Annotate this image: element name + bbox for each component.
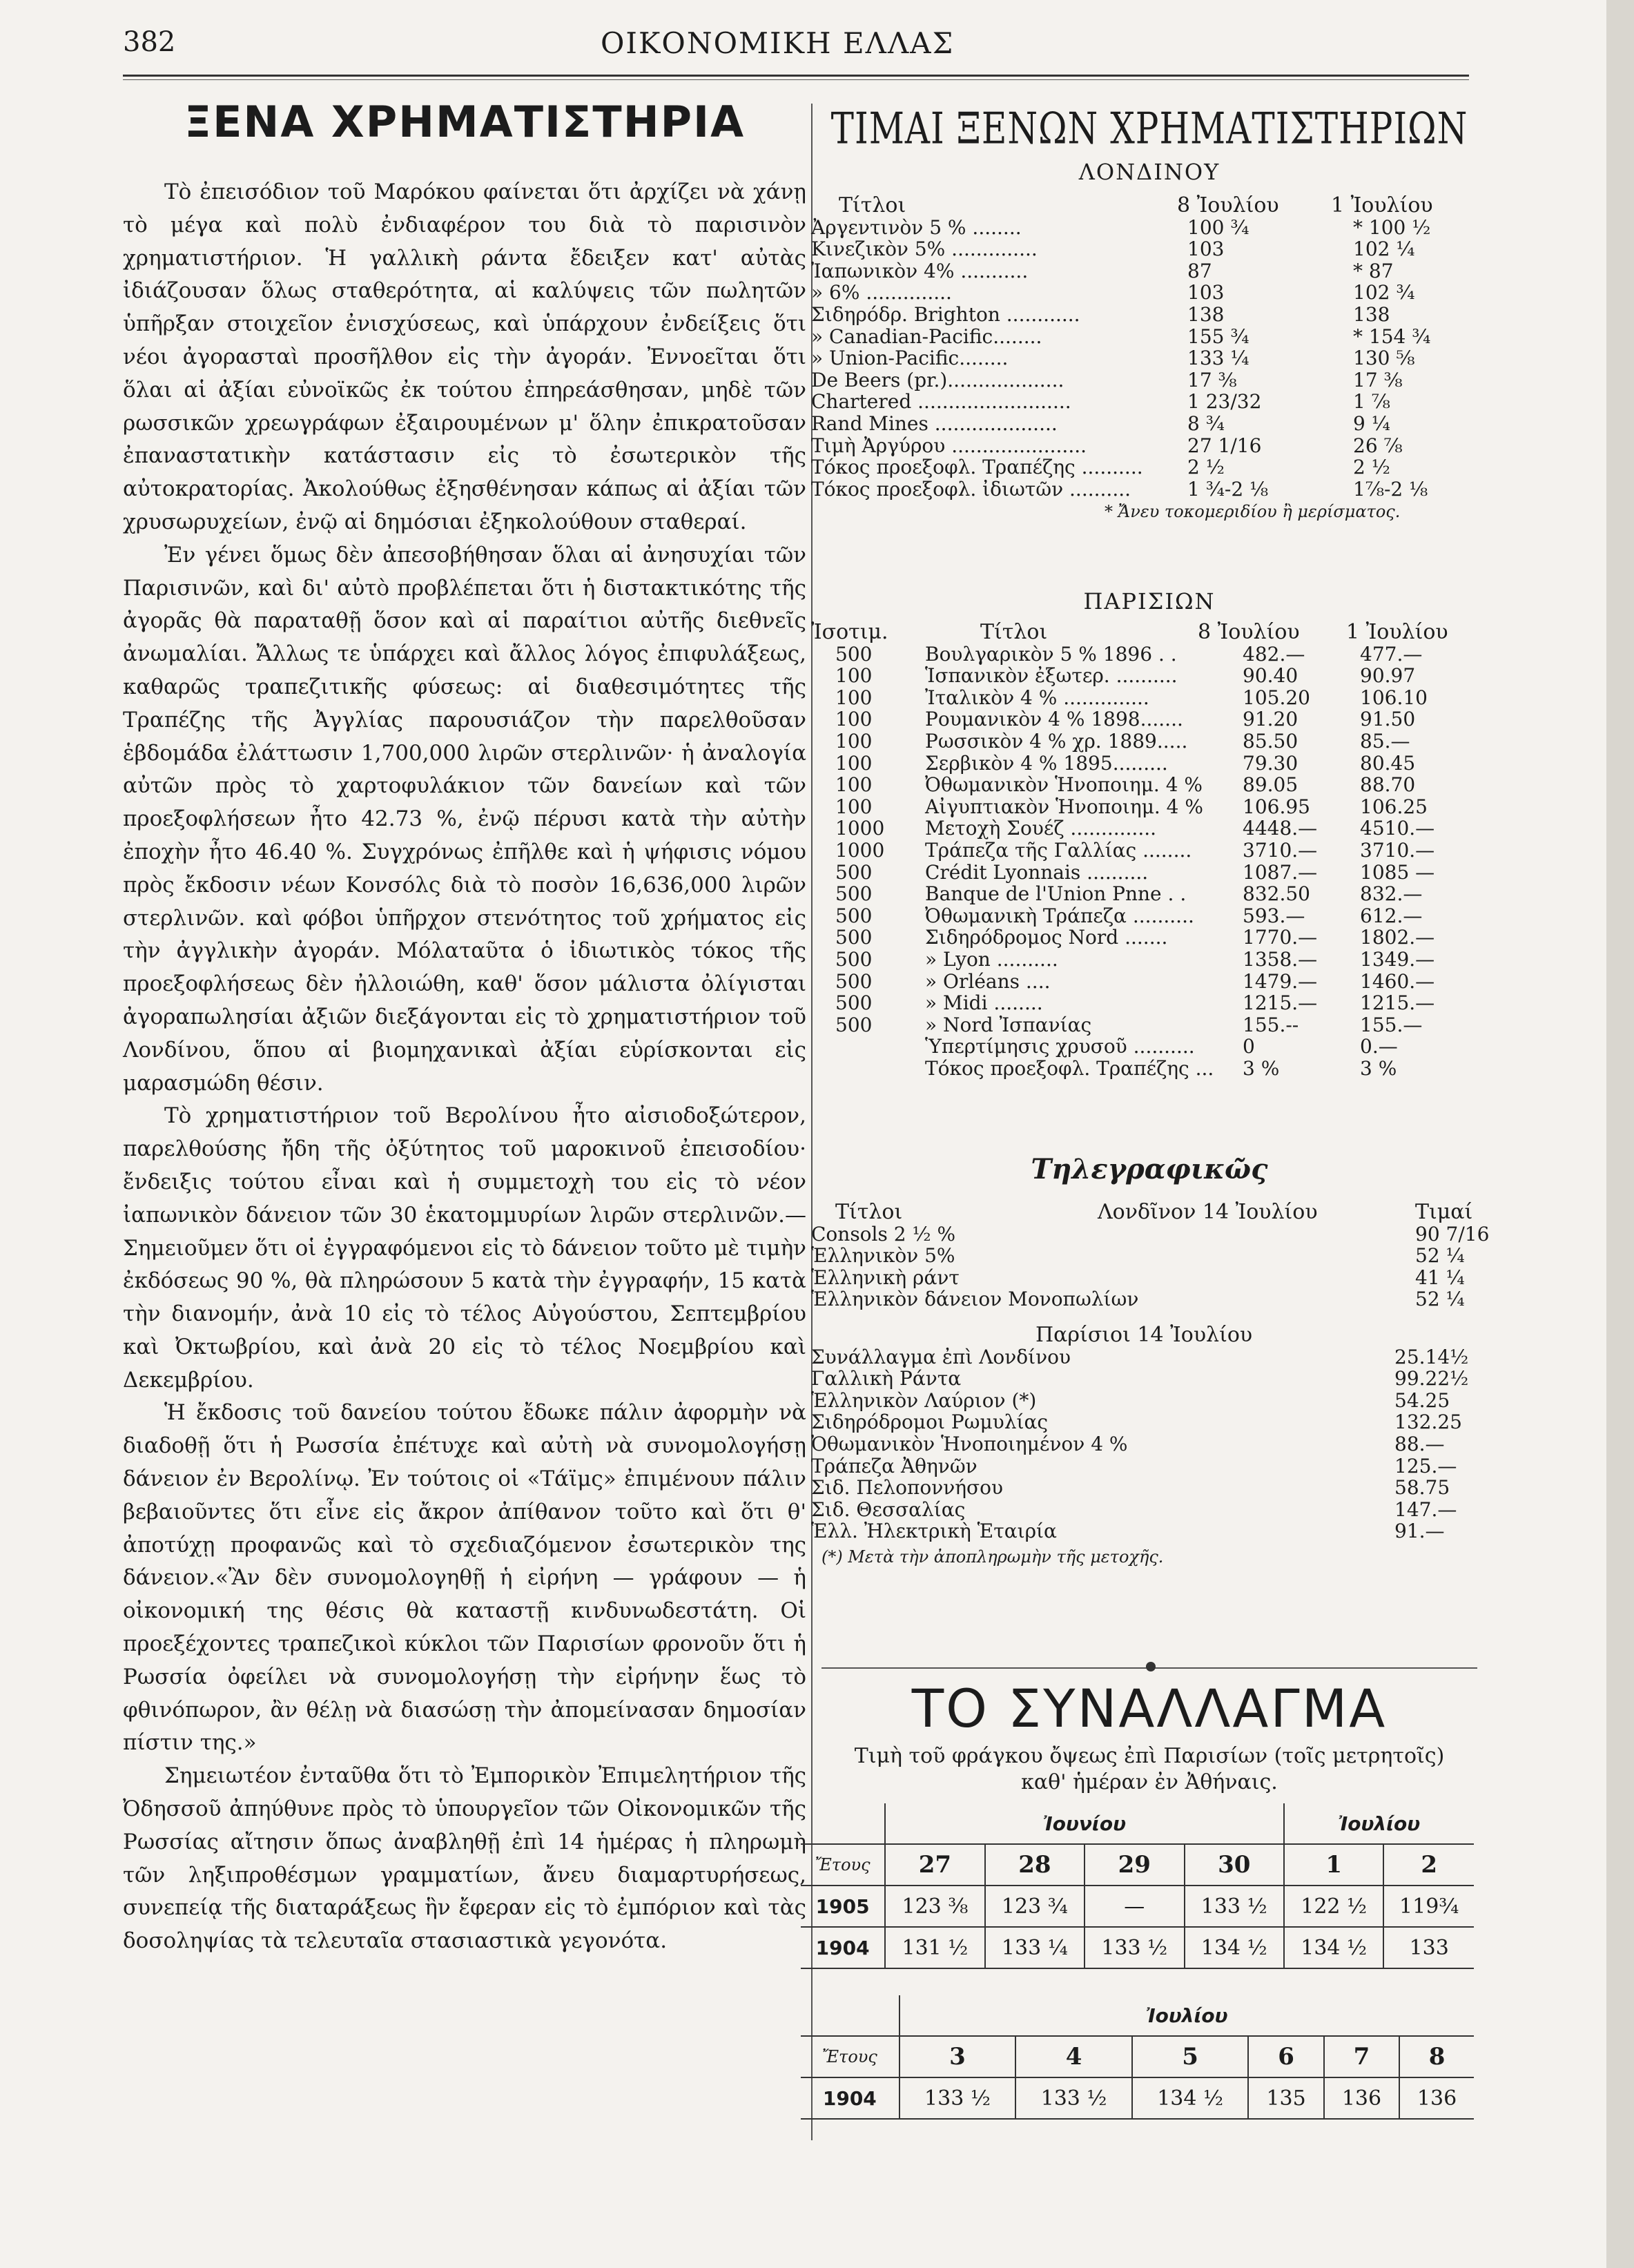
paris-row — [801, 796, 1484, 818]
security-name: Αἰγυπτιακὸν Ἡνοποιημ. 4 % — [925, 795, 1204, 818]
exchange-table-june-july — [801, 1803, 1474, 1969]
price-jul-1: 26 ⅞ — [1353, 434, 1403, 457]
day-header: 2 — [1383, 1844, 1474, 1886]
exchange-subtitle-line: καθ' ἡμέραν ἐν Ἀθήναις. — [1021, 1770, 1278, 1794]
security-name: Γαλλικὴ Ράντα — [811, 1367, 962, 1390]
price-jul-8: 155.-- — [1243, 1013, 1299, 1036]
price-jul-1: 3 % — [1360, 1056, 1397, 1080]
price-jul-1: 102 ¼ — [1353, 238, 1415, 261]
price: 125.— — [1394, 1454, 1457, 1477]
rate-cell: 123 ⅜ — [885, 1886, 984, 1927]
telegraphic-london-row — [801, 1267, 1484, 1289]
price-jul-8: 79.30 — [1243, 751, 1299, 775]
price: 54.25 — [1394, 1388, 1450, 1412]
london-row — [801, 260, 1484, 282]
price-jul-1: 9 ¼ — [1353, 411, 1390, 435]
par-value: 100 — [835, 686, 873, 709]
london-header-row — [801, 195, 1484, 217]
prices-title: ΤΙΜΑΙ ΞΕΝΩΝ ΧΡΗΜΑΤΙΣΤΗΡΙΩΝ — [830, 104, 1468, 154]
security-name: » Orléans .... — [925, 969, 1051, 993]
price-jul-1: 1⅞-2 ⅛ — [1353, 477, 1428, 501]
security-name: Chartered ......................... — [811, 390, 1071, 414]
price-jul-1: 88.70 — [1360, 773, 1416, 797]
security-name: De Beers (pr.)................... — [811, 368, 1064, 391]
paris-row — [801, 905, 1484, 927]
price: 88.— — [1394, 1432, 1445, 1455]
london-heading: ΛΟΝΔΙΝΟΥ — [1078, 159, 1220, 185]
price-jul-1: 612.— — [1360, 904, 1423, 927]
rate-cell: — — [1085, 1886, 1184, 1927]
par-value: 500 — [835, 860, 873, 884]
price-jul-1: 1802.— — [1360, 926, 1435, 949]
price-jul-8: 1 ¾-2 ⅛ — [1187, 477, 1269, 501]
par-value: 500 — [835, 947, 873, 971]
security-name: » 6% .............. — [811, 281, 952, 304]
paris-row — [801, 753, 1484, 775]
price-jul-1: 130 ⅝ — [1353, 347, 1415, 370]
par-value: 500 — [835, 642, 873, 666]
month-label-june: Ἰουνίου — [885, 1803, 1284, 1844]
london-row — [801, 413, 1484, 435]
security-name: Τράπεζα Ἀθηνῶν — [811, 1454, 978, 1477]
telegraphic-footnote: (*) Μετὰ τὴν ἀποπληρωμὴν τῆς μετοχῆς. — [821, 1547, 1164, 1567]
security-name: Τόκος προεξοφλ. Τραπέζης ... — [925, 1056, 1214, 1080]
price-jul-8: 1770.— — [1243, 926, 1318, 949]
price-jul-8: 3710.— — [1243, 838, 1318, 862]
price-jul-1: 102 ¾ — [1353, 281, 1415, 304]
telegraphic-london-row — [801, 1222, 1490, 1246]
london-footnote-row — [801, 501, 1484, 523]
rate-cell: 119¾ — [1383, 1886, 1474, 1927]
price: 90 7/16 — [1415, 1222, 1490, 1246]
par-value: 500 — [835, 991, 873, 1015]
security-name: Σιδ. Πελοποννήσου — [811, 1476, 1004, 1500]
rate-cell: 133 — [1383, 1927, 1474, 1968]
column-header: Τιμαί — [1415, 1200, 1473, 1224]
telegraphic-heading: Τηλεγραφικῶς — [1031, 1153, 1268, 1185]
price-jul-1: 0.— — [1360, 1035, 1398, 1058]
price-jul-8: 1087.— — [1243, 860, 1318, 884]
paris-row — [801, 1058, 1484, 1080]
year-cell: 1904 — [801, 2077, 899, 2119]
security-name: Ὀθωμανικὸν Ἡνοποιημ. 4 % — [925, 773, 1203, 797]
security-name: » Midi ........ — [925, 991, 1043, 1015]
price-jul-8: 103 — [1187, 281, 1225, 304]
security-name: » Nord Ἰσπανίας — [925, 1013, 1092, 1036]
paris-heading: ΠΑΡΙΣΙΩΝ — [1083, 588, 1216, 614]
security-name: » Union-Pacific........ — [811, 347, 1009, 370]
price-jul-1: 90.97 — [1360, 664, 1416, 688]
year-label: Ἔτους — [801, 1844, 885, 1886]
security-name: Banque de l'Union Pnne . . — [925, 882, 1187, 906]
rate-cell: 133 ¼ — [985, 1927, 1085, 1968]
security-name: Σιδ. Θεσσαλίας — [811, 1498, 966, 1521]
telegraphic-paris-row — [801, 1520, 1484, 1542]
price-jul-1: * 87 — [1353, 259, 1394, 282]
day-header: 1 — [1284, 1844, 1383, 1886]
telegraphic-london-row — [801, 1288, 1484, 1310]
security-name: Ἱσπανικὸν ἐξωτερ. .......... — [925, 664, 1178, 688]
price-jul-8: 17 ⅜ — [1187, 368, 1237, 391]
security-name: Σιδηρόδρομος Nord ....... — [925, 926, 1168, 949]
year-cell: 1904 — [801, 1927, 885, 1968]
london-row — [801, 456, 1484, 478]
price: 25.14½ — [1394, 1345, 1469, 1368]
telegraphic-paris-header-row — [801, 1324, 1484, 1346]
london-row — [801, 347, 1484, 369]
security-name: Σιδηρόδρ. Brighton ............ — [811, 302, 1080, 326]
price: 147.— — [1394, 1498, 1457, 1521]
column-header: 1 Ἰουλίου — [1331, 193, 1433, 217]
paris-row — [801, 774, 1484, 796]
security-name: Κινεζικὸν 5% .............. — [811, 238, 1038, 261]
price-jul-8: 0 — [1243, 1035, 1255, 1058]
price-jul-8: 106.95 — [1243, 795, 1310, 818]
security-name: Ἑλλ. Ἠλεκτρικὴ Ἑταιρία — [811, 1520, 1057, 1543]
security-name: Ἑλληνικὴ ράντ — [811, 1266, 960, 1289]
price-jul-1: 832.— — [1360, 882, 1423, 906]
price-jul-8: 27 1/16 — [1187, 434, 1262, 457]
telegraphic-paris-row — [801, 1477, 1484, 1499]
exchange-subtitle-line: Τιμὴ τοῦ φράγκου ὄψεως ἐπὶ Παρισίων (τοῖς μετρητοῖς) — [854, 1744, 1445, 1768]
london-row — [801, 304, 1484, 326]
day-header: 5 — [1132, 2036, 1249, 2077]
security-name: Ὀθωμανικὸν Ἡνοποιημένον 4 % — [811, 1432, 1128, 1455]
par-value: 500 — [835, 969, 873, 993]
london-footnote: * Ἄνευ τοκομεριδίου ἢ μερίσματος. — [1105, 502, 1401, 522]
par-value: 100 — [835, 795, 873, 818]
header-rule — [123, 75, 1469, 77]
par-value: 1000 — [835, 817, 885, 840]
rate-cell: 136 — [1324, 2077, 1399, 2119]
day-header: 28 — [985, 1844, 1085, 1886]
security-name: Consols 2 ½ % — [811, 1222, 956, 1246]
price-jul-1: 4510.— — [1360, 817, 1435, 840]
paris-row — [801, 1014, 1484, 1036]
paris-row — [801, 840, 1484, 862]
price-jul-8: 3 % — [1243, 1056, 1280, 1080]
price-jul-8: 91.20 — [1243, 708, 1299, 731]
day-header: 29 — [1085, 1844, 1184, 1886]
price-jul-1: 80.45 — [1360, 751, 1416, 775]
paris-row — [801, 643, 1484, 666]
security-name: Μετοχὴ Σουέζ .............. — [925, 817, 1157, 840]
london-row — [801, 435, 1484, 457]
year-label: Ἔτους — [801, 2036, 899, 2077]
security-name: Τράπεζα τῆς Γαλλίας ........ — [925, 838, 1192, 862]
price-jul-1: 106.25 — [1360, 795, 1428, 818]
par-value: 100 — [835, 729, 873, 753]
price-jul-8: 89.05 — [1243, 773, 1299, 797]
day-header: 27 — [885, 1844, 984, 1886]
telegraphic-paris-row — [801, 1499, 1484, 1521]
article-paragraph: Σημειωτέον ἐνταῦθα ὅτι τὸ Ἐμπορικὸν Ἐπιμελητήριον τῆς Ὀδησσοῦ ἀπηύθυνε πρὸς τὸ ὑπουργεῖον τῶν Οἰκονομικῶν τῆς Ρωσσίας αἴτησιν ὅπως ἀναβληθῇ ἐπὶ 14 ἡμέρας ἡ πληρωμὴ τῶν ληξιπροθέσμων γραμματίων, ἄνευ διαμαρτυρήσεως, συνεπείᾳ τῆς διαταράξεως ἣν ἔφεραν εἰς τὸ ἐμπόριον καὶ τὰς δοσοληψίας τὰ τελευταῖα στασιαστικὰ γεγονότα. — [123, 1763, 806, 1954]
telegraphic-paris-row — [801, 1368, 1484, 1390]
rate-cell: 133 ½ — [1015, 2077, 1132, 2119]
price-jul-1: 17 ⅜ — [1353, 368, 1403, 391]
column-header: Τίτλοι — [839, 193, 906, 217]
price-jul-1: 2 ½ — [1353, 456, 1390, 479]
price-jul-8: 832.50 — [1243, 882, 1310, 906]
london-row — [801, 282, 1484, 304]
telegraphic-london-rows — [801, 1222, 1490, 1311]
column-header: Λονδῖνον 14 Ἰουλίου — [1098, 1200, 1318, 1224]
paris-row — [801, 817, 1484, 840]
price-jul-1: 1085 — — [1360, 860, 1435, 884]
security-name: Τιμὴ Ἀργύρου ...................... — [811, 434, 1087, 457]
table-corner — [801, 1803, 885, 1844]
price-jul-8: 1358.— — [1243, 947, 1318, 971]
rate-cell: 133 ½ — [899, 2077, 1016, 2119]
price-jul-1: 1460.— — [1360, 969, 1435, 993]
paris-row — [801, 949, 1484, 971]
column-header: Ἰσοτιμ. — [811, 620, 888, 644]
price-jul-1: 1215.— — [1360, 991, 1435, 1015]
security-name: Ἑλληνικὸν Λαύριον (*) — [811, 1388, 1037, 1412]
day-header: 30 — [1185, 1844, 1284, 1886]
security-name: Τόκος προεξοφλ. ἰδιωτῶν .......... — [811, 477, 1131, 501]
day-header: 8 — [1399, 2036, 1474, 2077]
running-title: ΟΙΚΟΝΟΜΙΚΗ ΕΛΛΑΣ — [601, 26, 955, 60]
par-value: 500 — [835, 926, 873, 949]
page-number: 382 — [123, 26, 176, 58]
security-name: Βουλγαρικὸν 5 % 1896 . . — [925, 642, 1177, 666]
day-header: 7 — [1324, 2036, 1399, 2077]
column-header: 1 Ἰουλίου — [1346, 620, 1448, 644]
security-name: Ἰαπωνικὸν 4% ........... — [811, 259, 1029, 282]
price: 41 ¼ — [1415, 1266, 1465, 1289]
price-jul-1: 85.— — [1360, 729, 1410, 753]
rate-cell: 123 ¾ — [985, 1886, 1085, 1927]
separator-ornament — [1146, 1662, 1156, 1671]
price-jul-8: 4448.— — [1243, 817, 1318, 840]
exchange-subtitle — [821, 1743, 1477, 1796]
column-header: Τίτλοι — [835, 1200, 903, 1224]
price: 91.— — [1394, 1520, 1445, 1543]
rate-cell: 134 ½ — [1185, 1927, 1284, 1968]
security-name: Ἰταλικὸν 4 % .............. — [925, 686, 1149, 709]
price-jul-1: 1 ⅞ — [1353, 390, 1390, 414]
security-name: Ρωσσικὸν 4 % χρ. 1889..... — [925, 729, 1188, 753]
day-header: 6 — [1248, 2036, 1323, 2077]
security-name: » Canadian-Pacific........ — [811, 324, 1042, 348]
paris-rows — [801, 643, 1484, 1080]
security-name: Rand Mines .................... — [811, 411, 1058, 435]
column-header: 8 Ἰουλίου — [1198, 620, 1300, 644]
security-name: Ὀθωμανικὴ Τράπεζα .......... — [925, 904, 1194, 927]
london-row — [801, 369, 1484, 391]
price-jul-1: 1349.— — [1360, 947, 1435, 971]
price-jul-8: 1479.— — [1243, 969, 1318, 993]
price-jul-1: * 154 ¾ — [1353, 324, 1431, 348]
security-name: Ὑπερτίμησις χρυσοῦ .......... — [925, 1035, 1195, 1058]
rate-cell: 134 ½ — [1284, 1927, 1383, 1968]
london-row — [801, 326, 1484, 348]
price: 58.75 — [1394, 1476, 1450, 1500]
day-header: 4 — [1015, 2036, 1132, 2077]
telegraphic-paris-rows — [801, 1346, 1484, 1542]
price-jul-8: 1 23/32 — [1187, 390, 1262, 414]
par-value: 100 — [835, 708, 873, 731]
security-name: Τόκος προεξοφλ. Τραπέζης .......... — [811, 456, 1143, 479]
par-value: 500 — [835, 904, 873, 927]
price-jul-1: 138 — [1353, 302, 1390, 326]
telegraphic-london-table — [801, 1200, 1490, 1569]
security-name: Ἑλληνικὸν 5% — [811, 1244, 955, 1268]
column-header: Τίτλοι — [980, 620, 1048, 644]
price-jul-8: 155 ¾ — [1187, 324, 1249, 348]
exchange-table-july — [801, 1995, 1474, 2120]
par-value: 500 — [835, 1013, 873, 1036]
london-table — [801, 195, 1484, 523]
price-jul-8: 90.40 — [1243, 664, 1299, 688]
exchange-title: ΤΟ ΣΥΝΑΛΛΑΓΜΑ — [911, 1678, 1388, 1739]
london-row — [801, 238, 1484, 260]
column-header: 8 Ἰουλίου — [1177, 193, 1279, 217]
rate-cell: 122 ½ — [1284, 1886, 1383, 1927]
rate-cell: 131 ½ — [885, 1927, 984, 1968]
price-jul-8: 2 ½ — [1187, 456, 1225, 479]
article-body — [123, 176, 806, 1958]
price-jul-1: 477.— — [1360, 642, 1423, 666]
security-name: Σιδηρόδρομοι Ρωμυλίας — [811, 1411, 1049, 1434]
security-name: Ἀργεντινὸν 5 % ........ — [811, 215, 1022, 239]
paris-row — [801, 1036, 1484, 1058]
price-jul-8: 138 — [1187, 302, 1225, 326]
article-paragraph: Τὸ χρηματιστήριον τοῦ Βερολίνου ἦτο αἰσιοδοξώτερον, παρελθούσης ἤδη τῆς ὀξύτητος τοῦ μαροκινοῦ ἐπεισοδίου· ἔνδειξις τούτου εἶναι καὶ ἡ συμμετοχὴ του εἰς τὸ νέον ἰαπωνικὸν δάνειον τῶν 30 ἑκατομμυρίων λιρῶν στερλινῶν.—Σημειοῦμεν ὅτι οἱ ἐγγραφόμενοι εἰς τὸ δάνειον τοῦτο μὲ τιμὴν ἐκδόσεως 90 %, θὰ πληρώσουν 5 κατὰ τὴν ἐγγραφήν, 15 κατὰ τὴν διανομήν, ἀνὰ 10 εἰς τὸ τέλος Αὐγούστου, Σεπτεμβρίου καὶ Ὀκτωβρίου, καὶ ἀνὰ 20 εἰς τὸ τέλος Νοεμβρίου καὶ Δεκεμβρίου. — [123, 1103, 806, 1393]
security-name: Crédit Lyonnais .......... — [925, 860, 1149, 884]
paris-row — [801, 708, 1484, 730]
price-jul-8: 87 — [1187, 259, 1212, 282]
telegraphic-paris-row — [801, 1390, 1484, 1412]
par-value: 1000 — [835, 838, 885, 862]
month-label-july: Ἰουλίου — [1284, 1803, 1474, 1844]
price: 132.25 — [1394, 1411, 1462, 1434]
london-row — [801, 391, 1484, 413]
telegraphic-paris-row — [801, 1411, 1484, 1433]
paris-row — [801, 927, 1484, 949]
price-jul-8: 1215.— — [1243, 991, 1318, 1015]
telegraphic-paris-row — [801, 1455, 1484, 1477]
rate-cell: 135 — [1248, 2077, 1323, 2119]
rate-cell: 133 ½ — [1185, 1886, 1284, 1927]
telegraphic-header-row — [801, 1201, 1484, 1223]
price-jul-1: 106.10 — [1360, 686, 1428, 709]
telegraphic-footnote-row — [801, 1547, 1484, 1569]
paris-table — [801, 621, 1484, 1079]
par-value: 100 — [835, 751, 873, 775]
price-jul-1: 3710.— — [1360, 838, 1435, 862]
price-jul-1: 155.— — [1360, 1013, 1423, 1036]
article-title: ΞΕΝΑ ΧΡΗΜΑΤΙΣΤΗΡΙΑ — [184, 97, 746, 147]
security-name: Ρουμανικὸν 4 % 1898....... — [925, 708, 1183, 731]
security-name: » Lyon .......... — [925, 947, 1058, 971]
par-value: 500 — [835, 882, 873, 906]
par-value: 100 — [835, 773, 873, 797]
rate-cell: 134 ½ — [1132, 2077, 1249, 2119]
paris-header-row — [801, 621, 1484, 643]
price-jul-8: 593.— — [1243, 904, 1305, 927]
london-row — [801, 478, 1484, 501]
telegraphic-paris-row — [801, 1433, 1484, 1455]
paris-row — [801, 687, 1484, 709]
rate-cell: 133 ½ — [1085, 1927, 1184, 1968]
paris-row — [801, 992, 1484, 1014]
price-jul-8: 133 ¼ — [1187, 347, 1249, 370]
price-jul-8: 482.— — [1243, 642, 1305, 666]
paris-row — [801, 971, 1484, 993]
month-label-july: Ἰουλίου — [899, 1995, 1474, 2036]
paris-row — [801, 730, 1484, 753]
price: 52 ¼ — [1415, 1288, 1465, 1311]
table-corner — [801, 1995, 899, 2036]
price: 52 ¼ — [1415, 1244, 1465, 1268]
price-jul-8: 105.20 — [1243, 686, 1310, 709]
london-row — [801, 217, 1484, 239]
telegraphic-paris-row — [801, 1346, 1484, 1368]
article-paragraph: Ἐν γένει ὅμως δὲν ἀπεσοβήθησαν ὅλαι αἱ ἀνησυχίαι τῶν Παρισινῶν, καὶ δι' αὐτὸ προβλέπεται ὅτι ἡ διστακτικότης τῆς ἀγορᾶς θὰ παραταθῇ ὅσον καὶ αἱ παραίτιοι αὐτῆς διεθνεῖς ἀνωμαλίαι. Ἄλλως τε ὑπάρχει καὶ ἄλλος λόγος ἐπιφυλάξεως, καθαρῶς τραπεζιτικῆς φύσεως: αἱ διαθεσιμότητες τῆς Τραπέζης τῆς Ἀγγλίας παρουσιάζον τὴν παρελθοῦσαν ἑβδομάδα ἐλάττωσιν 1,700,000 λιρῶν στερλινῶν· ἡ ἀναλογία αὐτῶν πρὸς τὸ χαρτοφυλάκιον τῶν δανείων καὶ τῶν προεξοφλήσεων ἦτο 42.73 %, ἐνῷ πέρυσι κατὰ τὴν αὐτὴν ἐποχὴν ἦτο 46.40 %. Συγχρόνως ἐπῆλθε καὶ ἡ ψήφισις νόμου πρὸς ἔκδοσιν νέων Κονσόλς διὰ τὸ ποσὸν 16,636,000 λιρῶν στερλινῶν. καὶ φόβοι ὑπῆρχον στενότητος τοῦ χρήματος εἰς τὴν ἀγγλικὴν ἀγοράν. Μόλαταῦτα ὁ ἰδιωτικὸς τόκος τῆς προεξοφλήσεως δὲν ἠλλοιώθη, καθ' ὅσον μάλιστα ὀλίγισται ἀγοραπωλησίαι ἀξιῶν διεξάγονται εἰς τὸ χρηματιστήριον τοῦ Λονδίνου, ὅπου αἱ βιομηχανικαὶ ἀξίαι εὑρίσκονται εἰς μαρασμώδη θέσιν. — [123, 542, 806, 1096]
article-paragraph: Τὸ ἐπεισόδιον τοῦ Μαρόκου φαίνεται ὅτι ἀρχίζει νὰ χάνῃ τὸ μέγα καὶ πολὺ ἐνδιαφέρον του διὰ τὸ παρισινὸν χρηματιστήριον. Ἡ γαλλικὴ ράντα ἔδειξεν κατ' αὐτὰς ἰδιάζουσαν ὅλως σταθερότητα, αἱ καλύψεις τῶν πωλητῶν ὑπῆρξαν στοιχεῖον ἐνισχύσεως, καὶ ὑπάρχουν ἐνδείξεις ὅτι νέοι ἀγορασταὶ προσῆλθον εἰς τὴν ἀγοράν. Ἐννοεῖται ὅτι ὅλαι αἱ ἀξίαι εὐνοϊκῶς ἐκ τούτου ἐπηρεάσθησαν, μηδὲ τῶν ρωσσικῶν χρεωγράφων ἐξαιρουμένων μ' ὅλην ἐπικρατοῦσαν ἐπαναστατικὴν κατάστασιν εἰς τὸ ἐσωτερικὸν τῆς αὐτοκρατορίας. Ἀκολούθως ἐξησθένησαν κάπως αἱ ἀξίαι τῶν χρυσωρυχείων, ἐνῷ αἱ δημόσιαι ἐξηκολούθουν σταθεραί. — [123, 180, 806, 534]
london-rows — [801, 217, 1484, 501]
price-jul-8: 100 ¾ — [1187, 215, 1249, 239]
price: 99.22½ — [1394, 1367, 1469, 1390]
header-rule-thin — [123, 79, 1469, 80]
par-value: 100 — [835, 664, 873, 688]
paris-row — [801, 883, 1484, 905]
telegraphic-london-row — [801, 1245, 1484, 1267]
security-name: Σερβικὸν 4 % 1895......... — [925, 751, 1168, 775]
column-header: Παρίσιοι 14 Ἰουλίου — [1035, 1322, 1253, 1347]
price-jul-8: 85.50 — [1243, 729, 1299, 753]
article-paragraph: Ἡ ἔκδοσις τοῦ δανείου τούτου ἔδωκε πάλιν ἀφορμὴν νὰ διαδοθῇ ὅτι ἡ Ρωσσία ἐπέτυχε καὶ αὐτὴ νὰ συνομολογήσῃ δάνειον ἐν Βερολίνῳ. Ἐν τούτοις οἱ «Τάϊμς» ἐπιμένουν πάλιν βεβαιοῦντες ὅτι εἶνε εἰς ἄκρον ἀπίθανον τοῦτο καὶ ὅτι θ' ἀποτύχῃ προφανῶς καὶ τὸ σχεδιαζόμενον ἐσωτερικὸν της δάνειον.«Ἂν δὲν συνομολογηθῇ ἡ εἰρήνη — γράφουν — ἡ οἰκονομική της θέσις θὰ καταστῇ κινδυνωδεστάτη. Οἱ προεξέχοντες τραπεζικοὶ κύκλοι τῶν Παρισίων φρονοῦν ὅτι ἡ Ρωσσία ὀφείλει νὰ συνομολογήσῃ τὴν εἰρήνην ἕως τὸ φθινόπωρον, ἂν θέλῃ νὰ διασώσῃ τὴν ἀπομείνασαν δημοσίαν πίστιν της.» — [123, 1400, 806, 1756]
rate-cell: 136 — [1399, 2077, 1474, 2119]
year-cell: 1905 — [801, 1886, 885, 1927]
security-name: Συνάλλαγμα ἐπὶ Λονδίνου — [811, 1345, 1071, 1368]
price-jul-1: * 100 ½ — [1353, 215, 1431, 239]
security-name: Ἑλληνικὸν δάνειον Μονοπωλίων — [811, 1288, 1139, 1311]
page-edge — [1606, 0, 1634, 2268]
price-jul-1: 91.50 — [1360, 708, 1416, 731]
price-jul-8: 8 ¾ — [1187, 411, 1225, 435]
paris-row — [801, 665, 1484, 687]
day-header: 3 — [899, 2036, 1016, 2077]
price-jul-8: 103 — [1187, 238, 1225, 261]
paris-row — [801, 862, 1484, 884]
